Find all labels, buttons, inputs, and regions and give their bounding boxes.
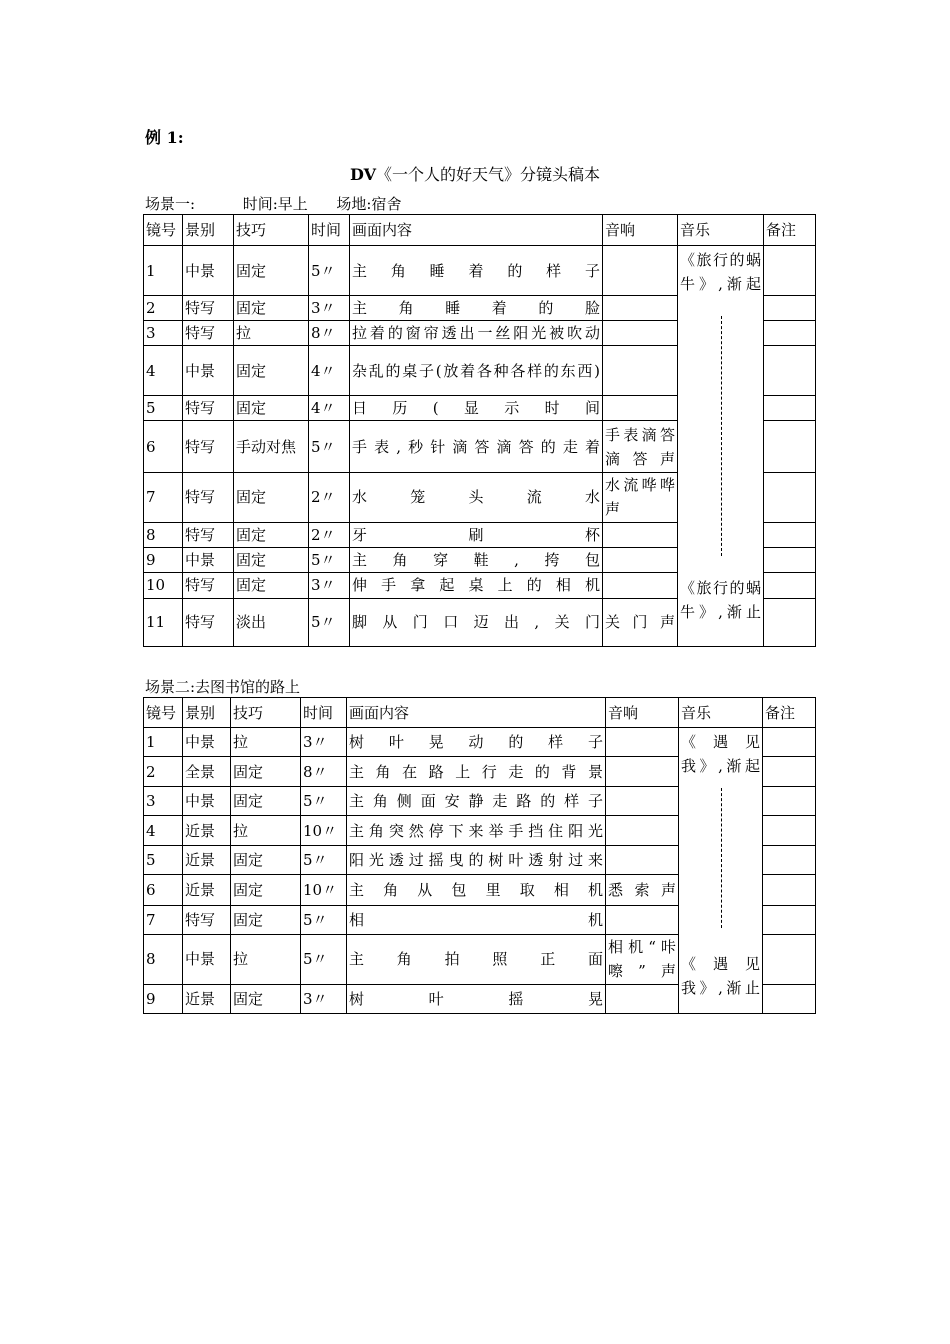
table-cell: 阳光透过摇曳的树叶透射过来 (347, 846, 606, 875)
table-cell: 近景 (183, 816, 231, 846)
table-cell: 4〃 (309, 346, 350, 396)
music-wrap (678, 246, 763, 646)
remarks-cell (764, 346, 816, 396)
table-cell: 2〃 (309, 522, 350, 547)
table-cell: 6 (144, 875, 183, 905)
table-cell: 拉 (234, 321, 309, 346)
table-cell (603, 522, 678, 547)
table-cell: 近景 (183, 846, 231, 875)
column-header: 景别 (183, 698, 231, 728)
table-cell: 脚从门口迈出,关门 (350, 598, 603, 646)
column-header: 技巧 (231, 698, 301, 728)
remarks-cell (764, 396, 816, 421)
table-cell: 拉 (231, 934, 301, 984)
table-cell: 固定 (234, 547, 309, 572)
table-cell: 拉 (231, 816, 301, 846)
table-cell: 5 (144, 846, 183, 875)
remarks-cell (764, 321, 816, 346)
table-cell: 固定 (234, 346, 309, 396)
table-cell: 特写 (183, 572, 234, 598)
table-cell: 固定 (234, 472, 309, 522)
column-header: 时间 (309, 215, 350, 246)
table-cell: 2 (144, 757, 183, 787)
table-cell: 伸手拿起桌上的相机 (350, 572, 603, 598)
remarks-cell (763, 875, 816, 905)
remarks-cell (763, 934, 816, 984)
table-cell: 3〃 (309, 296, 350, 321)
table-cell: 关门声 (603, 598, 678, 646)
table-cell: 特写 (183, 522, 234, 547)
table-cell: 相机“咔嚓”声 (606, 934, 679, 984)
table-cell: 相机 (347, 905, 606, 934)
table-cell: 牙刷杯 (350, 522, 603, 547)
column-header: 技巧 (234, 215, 309, 246)
music-dashed-line (721, 788, 722, 928)
table-cell: 固定 (231, 846, 301, 875)
table-cell: 3〃 (301, 728, 347, 757)
table-cell: 特写 (183, 296, 234, 321)
column-header: 镜号 (144, 215, 183, 246)
table-cell: 固定 (234, 572, 309, 598)
column-header: 时间 (301, 698, 347, 728)
music-start: 《 遇 见我》,渐起 (681, 733, 760, 775)
table-cell: 固定 (231, 875, 301, 905)
table-cell: 固定 (231, 787, 301, 816)
table-cell: 全景 (183, 757, 231, 787)
column-header: 镜号 (144, 698, 183, 728)
header-row (144, 215, 816, 246)
column-header: 画面内容 (350, 215, 603, 246)
remarks-cell (764, 598, 816, 646)
table-cell: 固定 (234, 396, 309, 421)
table-cell (603, 346, 678, 396)
table-cell (606, 984, 679, 1013)
table-cell: 树叶摇晃 (347, 984, 606, 1013)
table-cell: 手表,秒针滴答滴答的走着 (350, 421, 603, 472)
table-cell: 4 (144, 816, 183, 846)
table-cell (603, 396, 678, 421)
table-cell: 手表滴答滴答声 (603, 421, 678, 472)
remarks-cell (763, 984, 816, 1013)
table-cell: 5〃 (309, 547, 350, 572)
table-cell (603, 296, 678, 321)
table-cell: 中景 (183, 547, 234, 572)
table-cell: 8 (144, 934, 183, 984)
table-cell: 5〃 (301, 787, 347, 816)
table-cell: 10〃 (301, 816, 347, 846)
table-cell (606, 787, 679, 816)
document-title (0, 162, 950, 185)
table-cell (606, 905, 679, 934)
header-row (144, 698, 816, 728)
remarks-cell (763, 905, 816, 934)
table-cell: 特写 (183, 396, 234, 421)
table-cell: 11 (144, 598, 183, 646)
remarks-cell (764, 421, 816, 472)
column-header: 音响 (603, 215, 678, 246)
table-cell: 主角睡着的脸 (350, 296, 603, 321)
music-end: 《旅行的蜗牛》,渐止 (680, 579, 761, 621)
table-cell: 3 (144, 321, 183, 346)
table-cell: 主角从包里取相机 (347, 875, 606, 905)
table-cell: 3〃 (301, 984, 347, 1013)
table-cell: 1 (144, 728, 183, 757)
table-cell: 3 (144, 787, 183, 816)
table-cell: 淡出 (234, 598, 309, 646)
column-header: 景别 (183, 215, 234, 246)
table-cell: 主角睡着的样子 (350, 246, 603, 296)
column-header: 音响 (606, 698, 679, 728)
table-cell: 中景 (183, 346, 234, 396)
table-cell: 固定 (234, 246, 309, 296)
table-cell (606, 816, 679, 846)
table-cell (603, 572, 678, 598)
table-cell: 5〃 (301, 846, 347, 875)
remarks-cell (764, 572, 816, 598)
table-row (144, 728, 816, 757)
table-cell: 中景 (183, 934, 231, 984)
remarks-cell (764, 547, 816, 572)
table-cell: 3〃 (309, 572, 350, 598)
table-cell: 固定 (234, 296, 309, 321)
remarks-cell (764, 296, 816, 321)
table-cell: 5〃 (309, 246, 350, 296)
table-cell: 7 (144, 905, 183, 934)
table-cell: 水笼头流水 (350, 472, 603, 522)
table-cell: 树叶晃动的样子 (347, 728, 606, 757)
table-cell: 8〃 (301, 757, 347, 787)
table-cell: 6 (144, 421, 183, 472)
table-cell: 8 (144, 522, 183, 547)
scene1-header: 场景一: 时间:早上 场地:宿舍 (145, 195, 402, 213)
table-cell: 2〃 (309, 472, 350, 522)
title-dv: DV (349, 165, 376, 184)
table-cell: 1 (144, 246, 183, 296)
table-cell: 4〃 (309, 396, 350, 421)
table-cell: 5 (144, 396, 183, 421)
table-cell: 中景 (183, 246, 234, 296)
table-cell: 主角穿鞋,挎包 (350, 547, 603, 572)
table-cell: 近景 (183, 875, 231, 905)
table-cell: 主角侧面安静走路的样子 (347, 787, 606, 816)
table-cell: 手动对焦 (234, 421, 309, 472)
table-cell: 2 (144, 296, 183, 321)
remarks-cell (764, 246, 816, 296)
column-header: 备注 (763, 698, 816, 728)
table-cell: 近景 (183, 984, 231, 1013)
table-cell: 固定 (231, 984, 301, 1013)
music-end: 《 遇 见我》,渐止 (681, 955, 760, 997)
table-cell (606, 757, 679, 787)
table-cell: 特写 (183, 472, 234, 522)
table-cell: 中景 (183, 728, 231, 757)
remarks-cell (763, 816, 816, 846)
table-cell: 特写 (183, 598, 234, 646)
table-cell: 5〃 (309, 421, 350, 472)
table-cell: 中景 (183, 787, 231, 816)
example-label: 例 1: (145, 128, 184, 147)
column-header: 音乐 (679, 698, 763, 728)
music-wrap (679, 728, 762, 1013)
table-cell: 主角在路上行走的背景 (347, 757, 606, 787)
scene2-header: 场景二:去图书馆的路上 (145, 678, 301, 696)
column-header: 备注 (764, 215, 816, 246)
table-cell: 拉着的窗帘透出一丝阳光被吹动 (350, 321, 603, 346)
table-cell: 主角拍照正面 (347, 934, 606, 984)
table-cell: 5〃 (309, 598, 350, 646)
table-cell: 拉 (231, 728, 301, 757)
music-start: 《旅行的蜗牛》,渐起 (680, 251, 761, 293)
remarks-cell (764, 472, 816, 522)
scene2-table (143, 697, 816, 1014)
table-cell: 10〃 (301, 875, 347, 905)
remarks-cell (763, 728, 816, 757)
remarks-cell (763, 846, 816, 875)
table-cell: 固定 (234, 522, 309, 547)
table-cell: 固定 (231, 905, 301, 934)
table-cell (603, 321, 678, 346)
table-cell: 5〃 (301, 905, 347, 934)
table-cell (606, 728, 679, 757)
table-cell: 10 (144, 572, 183, 598)
remarks-cell (764, 522, 816, 547)
table-cell: 特写 (183, 421, 234, 472)
table-cell: 杂乱的桌子(放着各种各样的东西) (350, 346, 603, 396)
table-cell (603, 547, 678, 572)
table-cell: 日历(显示时间 (350, 396, 603, 421)
column-header: 音乐 (678, 215, 764, 246)
table-cell (606, 846, 679, 875)
table-cell: 9 (144, 547, 183, 572)
remarks-cell (763, 787, 816, 816)
table-cell: 8〃 (309, 321, 350, 346)
column-header: 画面内容 (347, 698, 606, 728)
table-cell: 7 (144, 472, 183, 522)
music-dashed-line (721, 316, 722, 556)
table-cell: 9 (144, 984, 183, 1013)
table-row (144, 246, 816, 296)
table-cell: 水流哗哗声 (603, 472, 678, 522)
table-cell: 特写 (183, 905, 231, 934)
table-cell: 特写 (183, 321, 234, 346)
table-cell (603, 246, 678, 296)
table-cell: 主角突然停下来举手挡住阳光 (347, 816, 606, 846)
scene1-table (143, 214, 816, 647)
table-cell: 5〃 (301, 934, 347, 984)
table-cell: 4 (144, 346, 183, 396)
remarks-cell (763, 757, 816, 787)
title-rest: 《一个人的好天气》分镜头稿本 (376, 165, 601, 184)
music-cell (678, 246, 764, 647)
table-cell: 固定 (231, 757, 301, 787)
music-cell (679, 728, 763, 1014)
table-cell: 悉索声 (606, 875, 679, 905)
